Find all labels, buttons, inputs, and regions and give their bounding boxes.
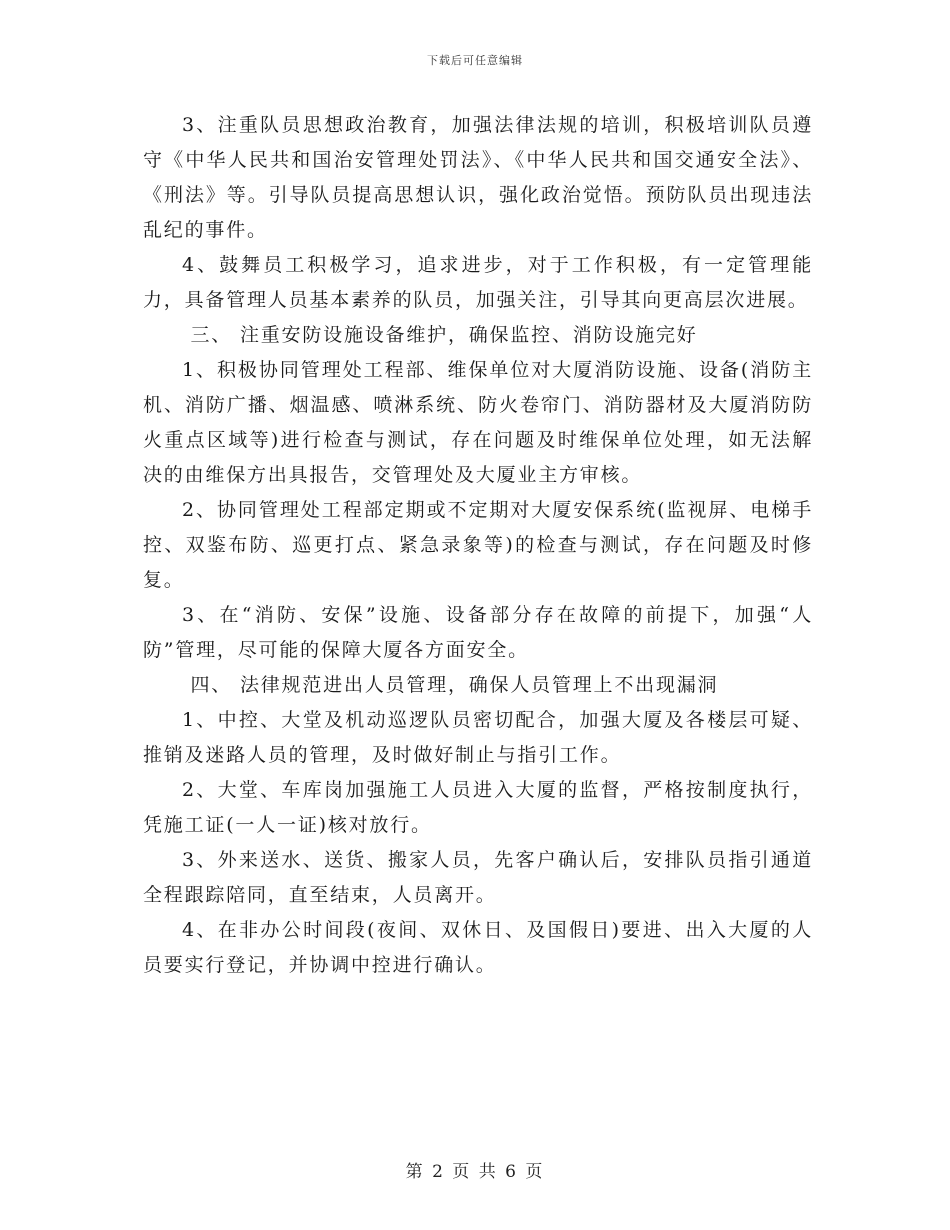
paragraph-item: 3、在“消防、安保”设施、设备部分存在故障的前提下，加强“人防”管理，尽可能的保障大厦各方面安全。 — [143, 604, 813, 661]
page-header: 下载后可任意编辑 — [427, 54, 523, 67]
section-heading: 三、 注重安防设施设备维护，确保监控、消防设施完好 — [190, 324, 698, 346]
paragraph-item: 3、外来送水、送货、搬家人员，先客户确认后，安排队员指引通道全程跟踪陪同，直至结束，人员离开。 — [143, 849, 813, 906]
paragraph-item: 2、协同管理处工程部定期或不定期对大厦安保系统(监视屏、电梯手控、双鉴布防、巡更打点、紧急录象等)的检查与测试，存在问题及时修复。 — [143, 499, 813, 591]
paragraph-item: 1、中控、大堂及机动巡逻队员密切配合，加强大厦及各楼层可疑、推销及迷路人员的管理，及时做好制止与指引工作。 — [143, 709, 813, 766]
paragraph-item: 4、鼓舞员工积极学习，追求进步，对于工作积极，有一定管理能力，具备管理人员基本素养的队员，加强关注，引导其向更高层次进展。 — [143, 254, 813, 311]
paragraph-item: 4、在非办公时间段(夜间、双休日、及国假日)要进、出入大厦的人员要实行登记，并协调中控进行确认。 — [143, 919, 813, 976]
section-heading: 四、 法律规范进出人员管理，确保人员管理上不出现漏洞 — [190, 674, 719, 696]
page-number-footer: 第 2 页 共 6 页 — [405, 1162, 545, 1182]
document-body — [143, 108, 813, 983]
paragraph-item: 3、注重队员思想政治教育，加强法律法规的培训，积极培训队员遵守《中华人民共和国治安管理处罚法》、《中华人民共和国交通安全法》、《刑法》等。引导队员提高思想认识，强化政治觉悟。预防队员出现违法乱纪的事件。 — [143, 114, 813, 241]
paragraph-item: 2、大堂、车库岗加强施工人员进入大厦的监督，严格按制度执行，凭施工证(一人一证)核对放行。 — [143, 779, 813, 836]
paragraph-item: 1、积极协同管理处工程部、维保单位对大厦消防设施、设备(消防主机、消防广播、烟温感、喷淋系统、防火卷帘门、消防器材及大厦消防防火重点区域等)进行检查与测试，存在问题及时维保单位处理，如无法解决的由维保方出具报告，交管理处及大厦业主方审核。 — [143, 359, 813, 486]
